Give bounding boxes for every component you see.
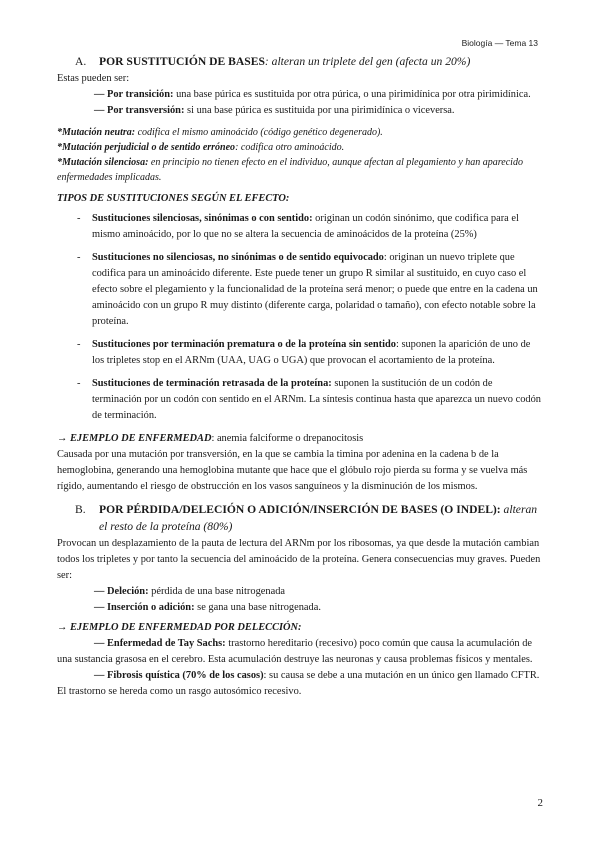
section-a-title-italic: : alteran un triplete del gen (afecta un 20%) [264, 55, 471, 68]
example-1-body: Causada por una mutación por transversión, en la que se cambia la timina por adenina en la cadena b de la hemoglobina, generando una hemoglobina mutante que hace que el glóbulo rojo pierda su forma y se vuelva más rígido, aumentando el riesgo de obstrucción en los vasos sanguíneos y la disminución de los mismos. [57, 449, 528, 492]
list-item: - Sustituciones de terminación retrasada de la proteína: suponen la sustitución de un codón de terminación por un codón con sentido en el ARNm. La síntesis continua hasta que aparezca un nuevo codón de terminación. [77, 378, 541, 421]
section-b-letter: B. [75, 503, 86, 516]
section-b-item-delecion: — Deleción: pérdida de una base nitrogenada [94, 586, 286, 597]
note-mutacion-perjudicial: *Mutación perjudicial o de sentido erróneo: codifica otro aminoácido. [57, 142, 345, 153]
section-a-title [57, 53, 544, 70]
dash-marker: - [77, 339, 81, 350]
section-a-item-transversion: — Por transversión: si una base púrica es sustituida por una pirimidínica o viceversa. [94, 105, 455, 116]
note-mutacion-neutra: *Mutación neutra: codifica el mismo aminoácido (código genético degenerado). [57, 127, 383, 138]
note-mutacion-silenciosa: *Mutación silenciosa: en principio no tienen efecto en el individuo, aunque afectan al plegamiento y han aparecido enfermedades implicadas. [57, 157, 523, 183]
types-list [57, 211, 544, 424]
list-item: - Sustituciones silenciosas, sinónimas o con sentido: originan un codón sinónimo, que codifica para el mismo aminoácido, por lo que no se altera la secuencia de aminoácidos de la proteína (25%) [77, 213, 519, 240]
section-a-letter: A. [75, 55, 87, 68]
section-a-title-bold: POR SUSTITUCIÓN DE BASES [99, 55, 265, 68]
example-1-title: → EJEMPLO DE ENFERMEDAD: anemia falciforme o drepanocitosis [57, 433, 364, 444]
example-2-title: → EJEMPLO DE ENFERMEDAD POR DELECCIÓN: [57, 622, 302, 633]
section-b-intro: Provocan un desplazamiento de la pauta de lectura del ARNm por los ribosomas, ya que desde la mutación cambian todos los tripletes y por tanto la secuencia del aminoácido de la proteína. Genera consecuencias muy graves. Pueden ser: [57, 538, 541, 581]
page-content [57, 53, 544, 700]
section-a-item-transicion: — Por transición: una base púrica es sustituida por otra púrica, o una pirimidínica por otra pirimidínica. [94, 89, 531, 100]
dash-marker: - [77, 378, 81, 389]
dash-marker: - [77, 213, 81, 224]
list-item: - Sustituciones por terminación prematura o de la proteína sin sentido: suponen la aparición de uno de los tripletes stop en el ARNm (UAA, UAG o UGA) que provocan el acortamiento de la proteína. [77, 339, 531, 366]
types-title: TIPOS DE SUSTITUCIONES SEGÚN EL EFECTO: [57, 193, 290, 204]
dash-marker: - [77, 252, 81, 263]
section-b-title-italic: alteran el resto de la proteína (80%) [99, 503, 538, 533]
section-a-intro: Estas pueden ser: [57, 73, 130, 84]
page-header: Biología — Tema 13 [461, 38, 538, 48]
example-2-fibrosis: — Fibrosis quística (70% de los casos): su causa se debe a una mutación en un único gen llamado CFTR. El trastorno se hereda como un rasgo autosómico recesivo. [57, 670, 540, 697]
list-item: - Sustituciones no silenciosas, no sinónimas o de sentido equivocado: originan un nuevo triplete que codifica para un aminoácido diferente. Este puede tener un grupo R similar al sustituido, en cuyo caso el efecto sobre el plegamiento y la funcionalidad de la proteína será menor; o puede que entre en la cadena un aminoácido con un grupo R muy distinto (diferente carga, polaridad o tamaño), con efecto notable sobre la proteína. [77, 252, 538, 327]
section-b-title-bold: POR PÉRDIDA/DELECIÓN O ADICIÓN/INSERCIÓN DE BASES (O INDEL): [99, 503, 501, 516]
example-2-tay-sachs: — Enfermedad de Tay Sachs: trastorno hereditario (recesivo) poco común que causa la acumulación de una sustancia grasosa en el cerebro. Esta acumulación destruye las neuronas y causa problemas físicos y mentales. [57, 638, 533, 665]
section-b-title [57, 501, 544, 535]
section-b-item-insercion: — Inserción o adición: se gana una base nitrogenada. [94, 602, 321, 613]
page-number: 2 [537, 797, 543, 809]
